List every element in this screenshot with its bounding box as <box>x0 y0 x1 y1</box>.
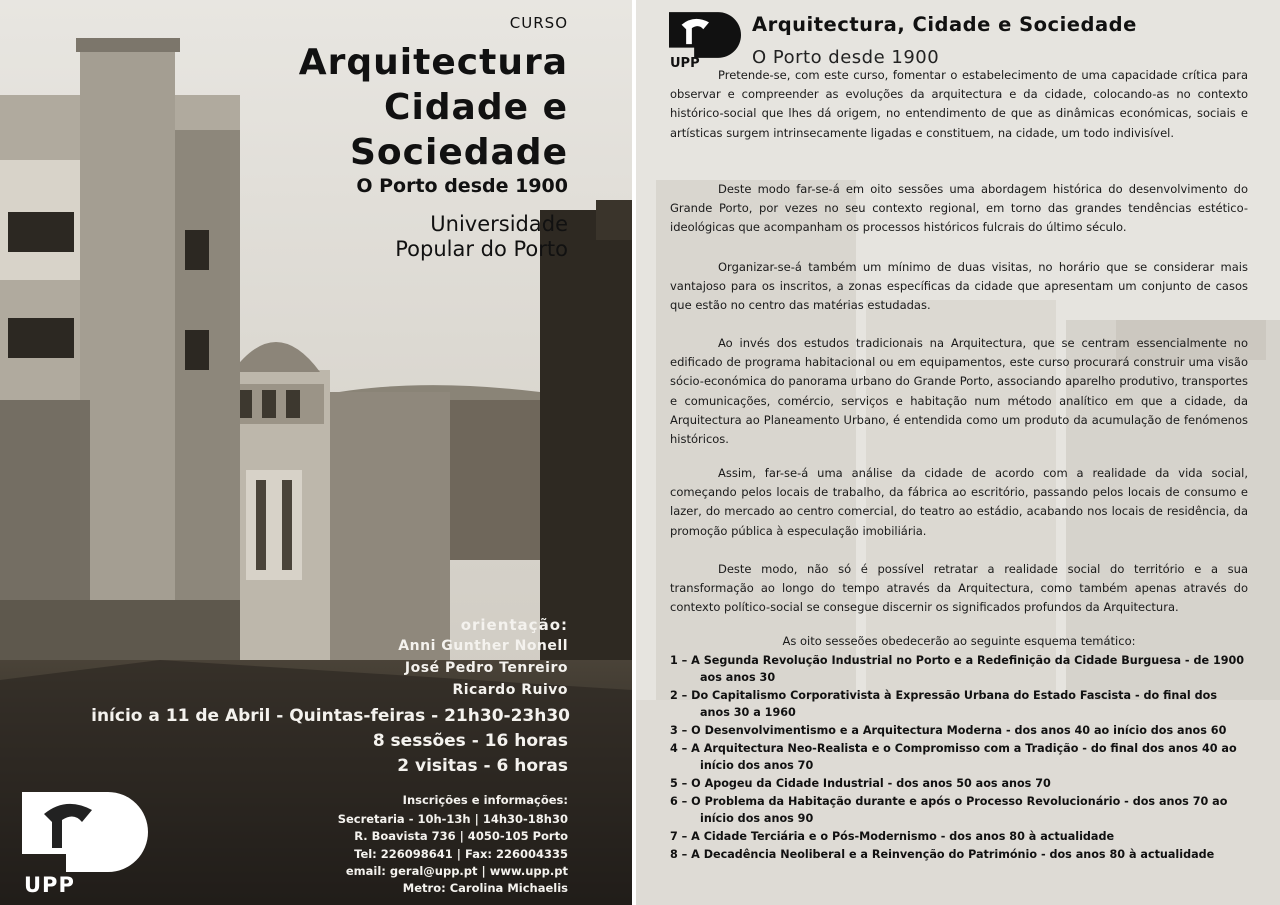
phone-fax: Tel: 226098641 | Fax: 226004335 <box>354 847 568 861</box>
description-paragraph: Ao invés dos estudos tradicionais na Arquitectura, que se centram essencialmente no edificado de programa habitacional ou em equipamentos, este curso procurará construir uma visão sócio-económica do panorama urbano do Grande Porto, associando aparelho produtivo, transportes e comunicações, comércio, serviços e habitação num método analítico em que a cidade, da Arquitectura ao Planeamento Urbano, é entendida como um produto da acumulação de fenómenos históricos. <box>670 336 1248 447</box>
upp-logo-text: UPP <box>670 56 700 71</box>
sessions-count: 8 sessões - 16 horas <box>372 731 568 751</box>
description-paragraph: Deste modo far-se-á em oito sessões uma abordagem histórica do desenvolvimento do Grande Porto, por vezes no seu contexto regional, em torno das grandes tendências estético-ideológicas que acompanham os processos históricos fulcrais do último século. <box>670 182 1248 235</box>
page-title: Arquitectura, Cidade e Sociedade <box>752 13 1137 36</box>
session-item: 2 – Do Capitalismo Corporativista à Expressão Urbana do Estado Fascista - do final dos anos 30 a 1960 <box>670 688 1217 719</box>
visits-count: 2 visitas - 6 horas <box>397 756 568 776</box>
session-item: 5 – O Apogeu da Cidade Industrial - dos anos 50 aos anos 70 <box>670 776 1051 790</box>
poster-left-panel <box>0 0 632 905</box>
instructor-name: José Pedro Tenreiro <box>404 660 568 676</box>
sessions-list <box>670 653 1250 865</box>
session-item: 8 – A Decadência Neoliberal e a Reinvenção do Património - dos anos 80 à actualidade <box>670 847 1215 861</box>
session-item: 1 – A Segunda Revolução Industrial no Porto e a Redefinição da Cidade Burguesa - de 1900 aos anos 30 <box>670 654 1245 684</box>
description-paragraph: Organizar-se-á também um mínimo de duas visitas, no horário que se considerar mais vantajoso para os inscritos, a zonas específicas da cidade que apresentam um conjunto de casos que estão no centro das matérias estudadas. <box>670 260 1248 313</box>
session-item: 7 – A Cidade Terciária e o Pós-Modernismo - dos anos 80 à actualidade <box>670 829 1115 843</box>
description-paragraph: Pretende-se, com este curso, fomentar o estabelecimento de uma capacidade crítica para observar e compreender as evoluções da arquitectura e da cidade, colocando-as no contexto histórico-social que lhes dá origem, no entendimento de que as dinâmicas económicas, sociais e artísticas surgem intrinsecamente ligadas e constituem, na cidade, um todo indivisível. <box>670 68 1248 140</box>
schedule-text: início a 11 de Abril - Quintas-feiras - 21h30-23h30 <box>91 706 570 726</box>
session-item: 6 – O Problema da Habitação durante e após o Processo Revolucionário - dos anos 70 ao início dos anos 90 <box>670 794 1228 825</box>
office-hours: Secretaria - 10h-13h | 14h30-18h30 <box>337 812 568 826</box>
address: R. Boavista 736 | 4050-105 Porto <box>354 829 568 843</box>
upp-logo-icon <box>669 12 741 58</box>
upp-logo-text: UPP <box>24 873 75 897</box>
session-item: 4 – A Arquitectura Neo-Realista e o Compromisso com a Tradição - do final dos anos 40 ao início dos anos 70 <box>670 741 1237 772</box>
page-subtitle: O Porto desde 1900 <box>752 47 940 68</box>
course-label: CURSO <box>509 14 568 32</box>
upp-logo-icon <box>22 792 148 872</box>
registration-label: Inscrições e informações: <box>402 793 568 807</box>
sessions-intro: As oito sesseões obedecerão ao seguinte esquema temático: <box>782 634 1136 648</box>
instructor-name: Ricardo Ruivo <box>452 682 568 698</box>
organizer-line: Popular do Porto <box>395 237 568 261</box>
poster-title-line: Arquitectura <box>298 42 568 83</box>
description-paragraph: Deste modo, não só é possível retratar a realidade social do território e a sua transformação ao longo do tempo através da Arquitectura, como também apenas através do contexto político-social se consegue discernir os significados profundos da Arquitectura. <box>670 562 1248 615</box>
orientation-label: orientação: <box>460 616 568 634</box>
course-description-panel <box>636 0 1280 905</box>
poster-title <box>299 40 568 175</box>
organizer-line: Universidade <box>430 212 568 236</box>
organizer <box>395 212 568 262</box>
description-paragraph: Assim, far-se-á uma análise da cidade de acordo com a realidade da vida social, começando pelos locais de trabalho, da fábrica ao escritório, passando pelos locais de consumo e lazer, do mercado ao centro comercial, do teatro ao estádio, acabando nos locais de residência, da promoção pública à especulação imobiliária. <box>670 466 1248 538</box>
poster-title-line: Cidade e <box>384 87 568 128</box>
session-item: 3 – O Desenvolvimentismo e a Arquitectura Moderna - dos anos 40 ao início dos anos 60 <box>670 723 1227 737</box>
email-website[interactable]: email: geral@upp.pt | www.upp.pt <box>345 864 568 878</box>
instructor-name: Anni Gunther Nonell <box>398 638 568 654</box>
metro-info: Metro: Carolina Michaelis <box>402 881 568 895</box>
poster-title-line: Sociedade <box>349 132 568 173</box>
poster-subtitle: O Porto desde 1900 <box>356 175 568 197</box>
